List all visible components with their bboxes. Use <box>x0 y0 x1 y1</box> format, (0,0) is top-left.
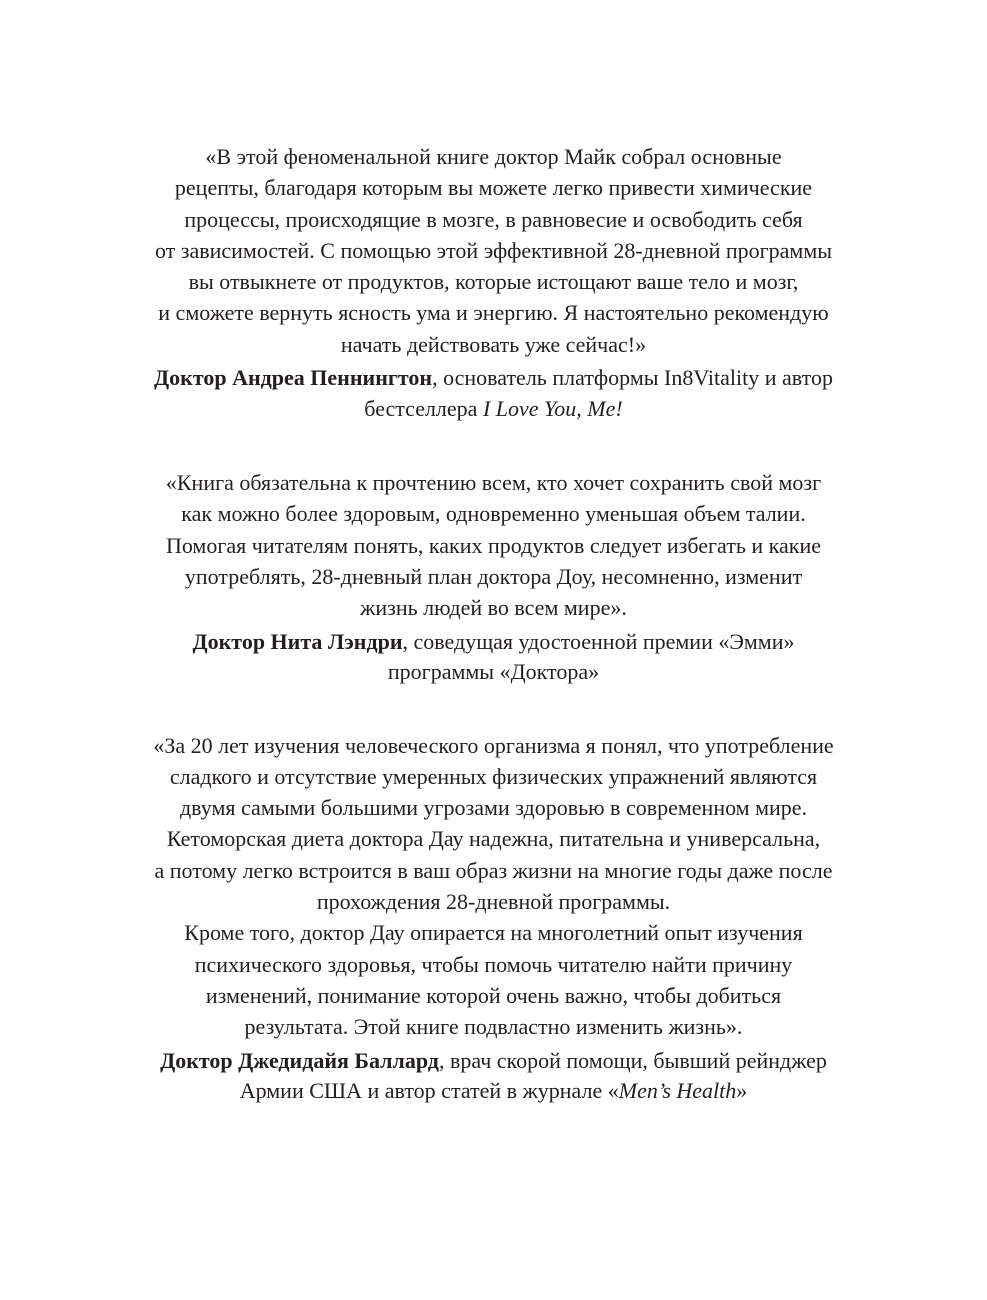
quote-line: результата. Этой книге подвластно изменить жизнь». <box>244 1014 743 1040</box>
quote-line: психического здоровья, чтобы помочь читателю найти причину <box>194 951 793 977</box>
quote-line: начать действовать уже сейчас!» <box>340 331 647 357</box>
quote-line: прохождения 28-дневной программы. <box>316 889 671 915</box>
magazine-title: Men’s Health <box>618 1078 737 1104</box>
book-title: I Love You, Me! <box>482 395 623 421</box>
author-description: бестселлера <box>364 395 483 421</box>
quote-line: а потому легко встроится в ваш образ жизни на многие годы даже после <box>154 857 833 883</box>
quote-line: «В этой феноменальной книге доктор Майк собрал основные <box>205 144 782 169</box>
author-description: программы «Доктора» <box>387 659 600 685</box>
testimonial-1 <box>0 141 987 424</box>
quote-line: изменений, понимание которой очень важно, чтобы добиться <box>205 982 782 1008</box>
testimonial-attribution <box>0 363 987 424</box>
testimonial-attribution <box>0 1046 987 1107</box>
quote-line: «За 20 лет изучения человеческого организма я понял, что употребление <box>153 732 834 758</box>
testimonial-quote <box>0 141 987 360</box>
testimonial-attribution <box>0 627 987 688</box>
quote-line: «Книга обязательна к прочтению всем, кто хочет сохранить свой мозг <box>165 470 822 496</box>
testimonial-3 <box>0 730 987 1107</box>
quote-line: как можно более здоровым, одновременно уменьшая объем талии. <box>181 501 806 527</box>
quote-line: вы отвыкнете от продуктов, которые истощают ваше тело и мозг, <box>188 269 799 295</box>
testimonial-quote <box>0 467 987 623</box>
quote-line: Помогая читателям понять, каких продуктов следует избегать и какие <box>165 532 822 558</box>
quote-line: и сможете вернуть ясность ума и энергию. Я настоятельно рекомендую <box>158 300 829 326</box>
quote-line: от зависимостей. С помощью этой эффективной 28-дневной программы <box>154 237 833 263</box>
testimonial-quote <box>0 730 987 1043</box>
quote-line: употреблять, 28-дневный план доктора Доу, несомненно, изменит <box>184 563 803 589</box>
quote-line: двумя самыми большими угрозами здоровью в современном мире. <box>179 795 808 821</box>
quote-line: сладкого и отсутствие умеренных физических упражнений являются <box>169 763 818 789</box>
author-description: » <box>736 1078 748 1104</box>
author-description: , соведущая удостоенной премии «Эмми» <box>402 628 795 654</box>
author-description: Армии США и автор статей в журнале « <box>239 1078 619 1104</box>
author-name: Доктор Нита Лэндри <box>192 628 403 654</box>
author-name: Доктор Андреа Пеннингтон <box>154 365 433 391</box>
author-description: , основатель платформы In8Vitality и автор <box>432 365 833 391</box>
author-name: Доктор Джедидайя Баллард <box>160 1047 439 1073</box>
quote-line: жизнь людей во всем мире». <box>360 595 627 621</box>
quote-line: Кроме того, доктор Дау опирается на многолетний опыт изучения <box>184 920 803 946</box>
author-description: , врач скорой помощи, бывший рейнджер <box>438 1047 827 1073</box>
quote-line: процессы, происходящие в мозге, в равновесие и освободить себя <box>184 206 803 232</box>
quote-line: Кетоморская диета доктора Дау надежна, питательна и универсальна, <box>166 826 821 852</box>
testimonial-2 <box>0 467 987 687</box>
blurb-page <box>0 141 987 1107</box>
quote-line: рецепты, благодаря которым вы можете легко привести химические <box>174 175 813 201</box>
